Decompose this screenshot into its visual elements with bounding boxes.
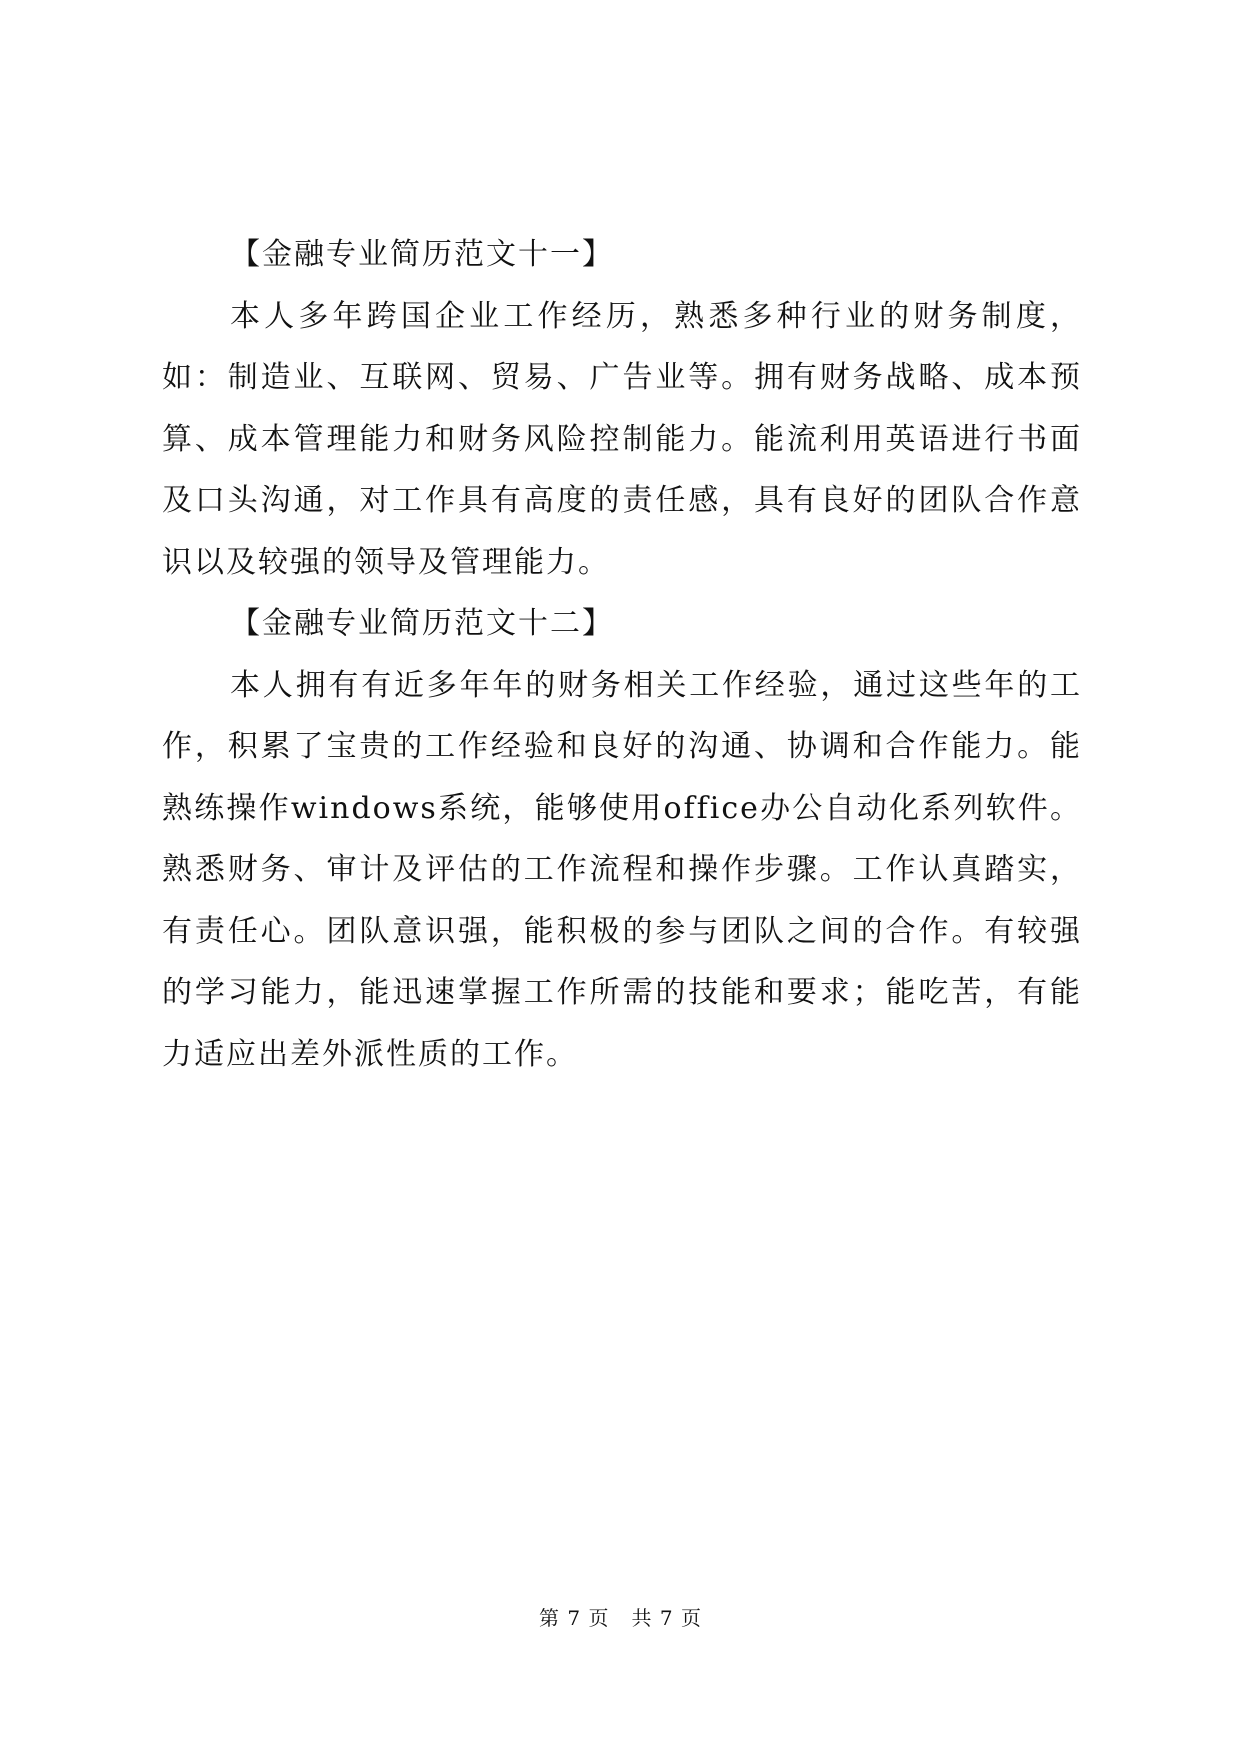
document-body [162, 224, 1082, 1085]
paragraph-resume-11: 本人多年跨国企业工作经历，熟悉多种行业的财务制度，如：制造业、互联网、贸易、广告业等。拥有财务战略、成本预算、成本管理能力和财务风险控制能力。能流利用英语进行书面及口头沟通，对工作具有高度的责任感，具有良好的团队合作意识以及较强的领导及管理能力。 [162, 298, 1082, 580]
footer-separator [617, 1606, 624, 1630]
section-heading-12: 【金融专业简历范文十二】 [230, 606, 614, 641]
page-total: 共 7 页 [631, 1606, 702, 1630]
page-footer [0, 1602, 1241, 1631]
page-number: 第 7 页 [539, 1606, 610, 1630]
section-heading-11: 【金融专业简历范文十一】 [230, 237, 614, 272]
paragraph-resume-12: 本人拥有有近多年年的财务相关工作经验，通过这些年的工作，积累了宝贵的工作经验和良好的沟通、协调和合作能力。能熟练操作windows系统，能够使用office办公自动化系列软件。熟悉财务、审计及评估的工作流程和操作步骤。工作认真踏实，有责任心。团队意识强，能积极的参与团队之间的合作。有较强的学习能力，能迅速掌握工作所需的技能和要求；能吃苦，有能力适应出差外派性质的工作。 [162, 667, 1082, 1072]
